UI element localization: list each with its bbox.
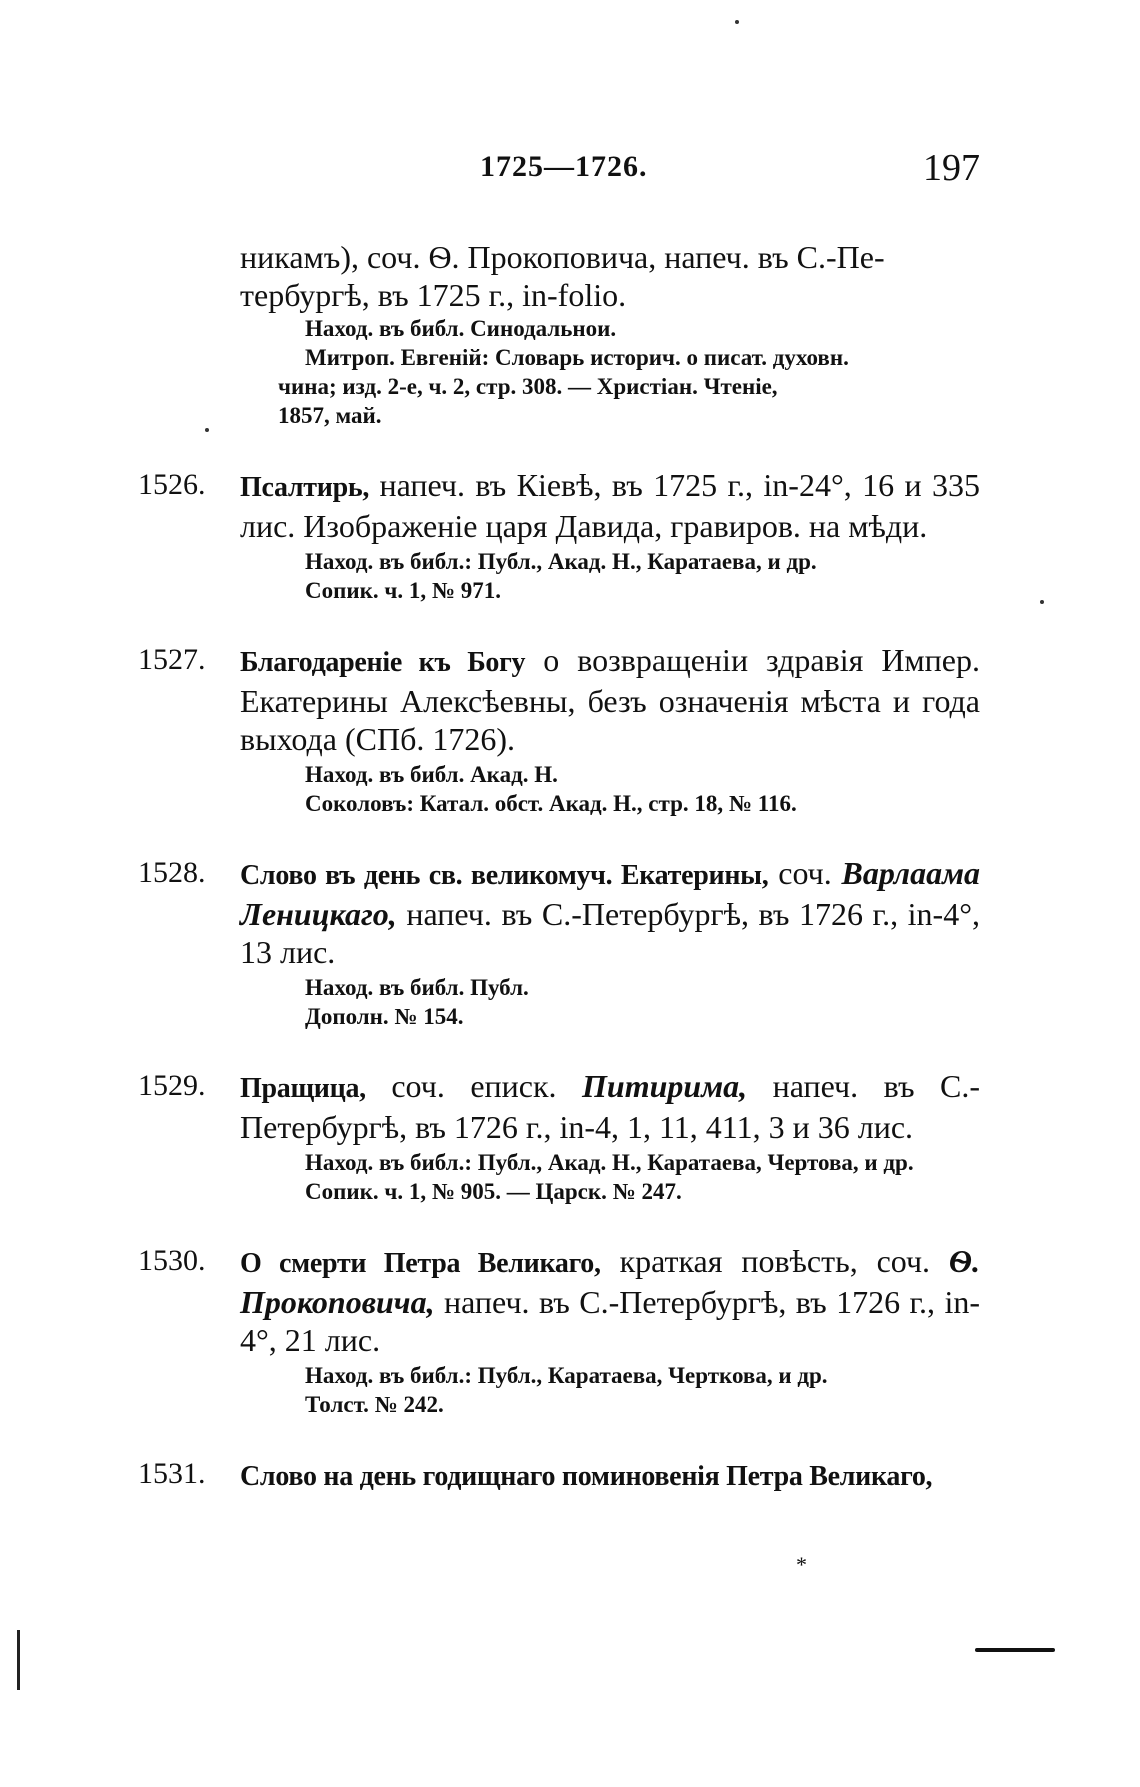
entry-connector: краткая повѣсть, соч. [600,1243,949,1279]
entry-description [240,1242,980,1359]
entry-title: Слово на день годищнаго поминовенія Петра Великаго, [240,1461,933,1492]
entry-number: 1527. [138,643,206,676]
source-note: Митроп. Евгеній: Словарь историч. о писат. духовн. [305,345,849,370]
page-number: 197 [923,147,980,189]
continued-text-line: никамъ), соч. Ѳ. Прокоповича, напеч. въ С.-Пе- [240,239,885,275]
entry-number: 1530. [138,1244,206,1277]
bibliography-entry [0,1067,1140,1206]
source-note: Наход. въ библ. Акад. Н. [305,762,558,787]
entry-description [240,854,980,971]
bibliography-entry [0,854,1140,1031]
scan-edge-mark [17,1630,20,1690]
entry-connector: соч. [768,855,842,891]
bibliography-entry [0,641,1140,818]
entry-title: О смерти Петра Великаго, [240,1248,601,1279]
source-note: 1857, май. [278,403,382,428]
source-note: Сопик. ч. 1, № 971. [305,578,501,603]
entry-description [240,1067,980,1146]
source-note: Наход. въ библ. Публ. [305,975,529,1000]
entry-details: напеч. въ С.-Петербургѣ, въ 1726 г., in-4°, 21 лис. [240,1284,980,1358]
scan-speck [735,20,739,24]
source-note: чина; изд. 2-е, ч. 2, стр. 308. — Христіан. Чтеніе, [278,374,778,399]
entry-description [240,466,980,545]
entry-number: 1526. [138,468,206,501]
scan-speck [205,428,209,432]
continued-text-line: тербургѣ, въ 1725 г., in-folio. [240,277,627,313]
bibliography-entry [0,1242,1140,1419]
source-note: Наход. въ библ.: Публ., Акад. Н., Каратаева, и др. [305,549,817,574]
entry-description [240,641,980,758]
entry-details: о возвращеніи здравія Импер. Екатерины Алексѣевны, безъ означенія мѣста и года выхода (СПб. 1726). [240,642,980,757]
entry-author: Питирима, [582,1068,748,1104]
page-header [140,147,980,200]
entry-details: напеч. въ Кіевѣ, въ 1725 г., in-24°, 16 и 335 лис. Изображеніе царя Давида, гравиров. на мѣди. [240,467,980,544]
entry-title: Благодареніе къ Богу [240,647,526,678]
continued-entry-text [240,238,980,314]
source-note: Наход. въ библ.: Публ., Каратаева, Черткова, и др. [305,1363,828,1388]
source-note: Соколовъ: Катал. обст. Акад. Н., стр. 18, № 116. [305,791,797,816]
source-note: Толст. № 242. [305,1392,444,1417]
source-note: Наход. въ библ.: Публ., Акад. Н., Каратаева, Чертова, и др. [305,1150,914,1175]
entry-notes [0,547,1140,605]
entry-notes [0,973,1140,1031]
entry-number: 1531. [138,1457,206,1490]
print-dash-mark [975,1648,1055,1652]
running-head: 1725—1726. [480,150,648,183]
scan-speck [1040,600,1044,604]
source-note: Сопик. ч. 1, № 905. — Царск. № 247. [305,1179,682,1204]
entry-author: Варлаама Леницкаго, [240,855,980,932]
signature-mark: * [796,1552,807,1577]
entry-description [240,1455,980,1496]
continued-entry [0,238,1140,430]
entry-author: Ѳ. Прокоповича, [240,1243,980,1320]
entry-notes [0,760,1140,818]
entry-title: Слово въ день св. великомуч. Екатерины, [240,860,769,891]
source-note: Наход. въ библ. Синодальнои. [305,316,617,341]
entry-details: напеч. въ С.-Петербургѣ, въ 1726 г., in-4, 1, 11, 411, 3 и 36 лис. [240,1068,981,1145]
entry-notes [0,1361,1140,1419]
entry-connector: соч. еписк. [365,1068,583,1104]
entry-details: напеч. въ С.-Петербургѣ, въ 1726 г., in-4°, 13 лис. [240,896,980,970]
entry-number: 1528. [138,856,206,889]
entry-title: Псалтирь, [240,472,370,503]
source-note: Дополн. № 154. [305,1004,464,1029]
entry-title: Пращица, [240,1073,366,1104]
bibliography-entry [0,1455,1140,1496]
entry-notes [0,1148,1140,1206]
page-content [0,238,1140,1496]
entry-number: 1529. [138,1069,206,1102]
bibliography-entry [0,466,1140,605]
